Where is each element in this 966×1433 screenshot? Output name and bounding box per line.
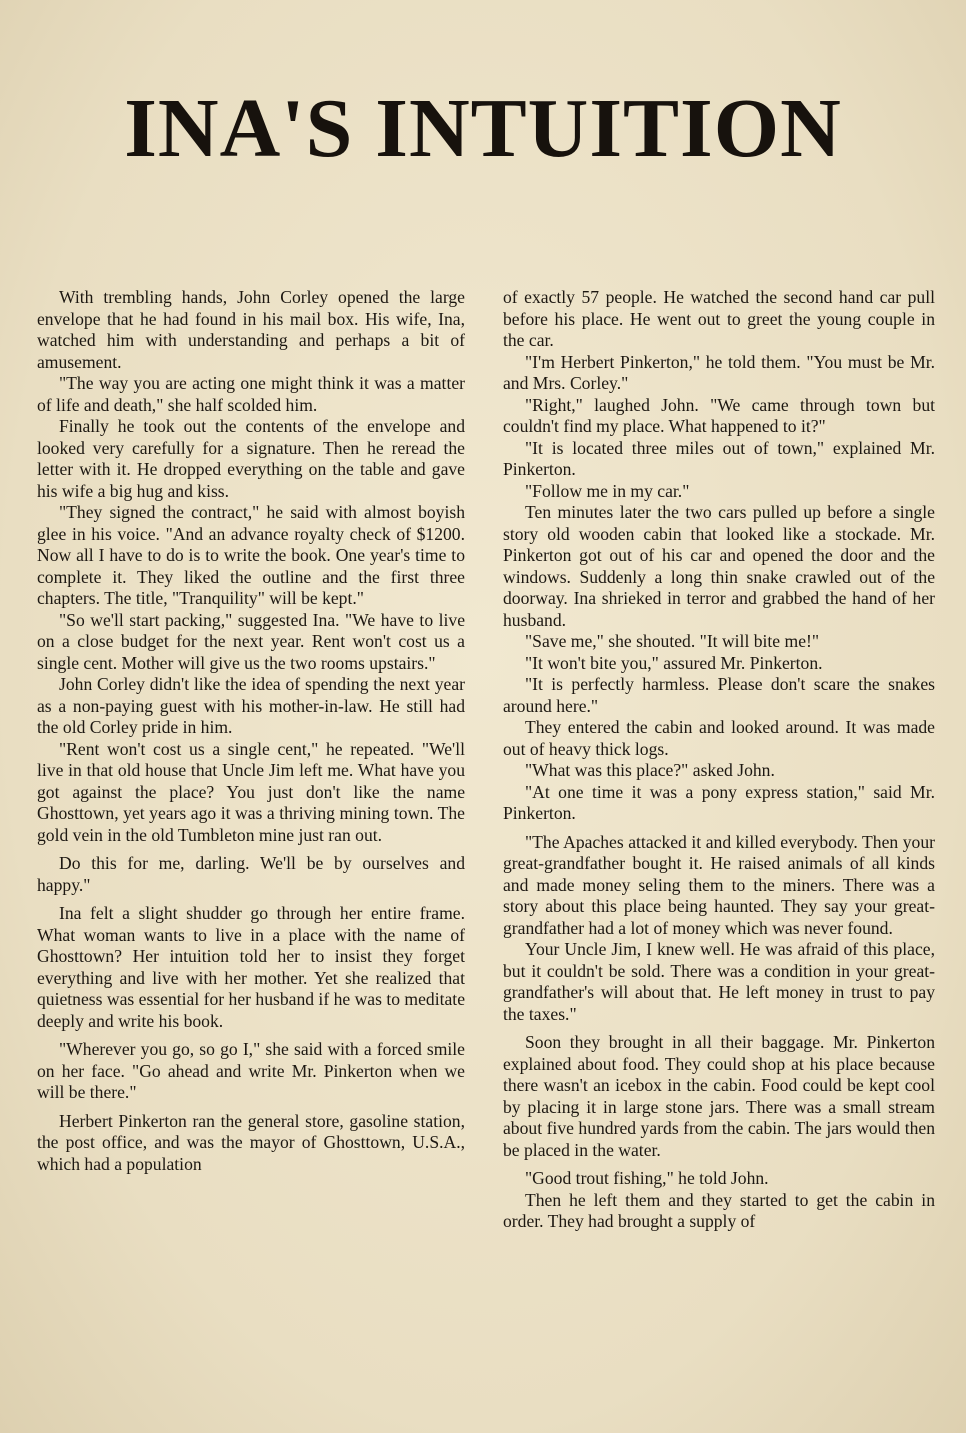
paragraph: Finally he took out the contents of the envelope and looked very carefully for a signature. Then he reread the letter with it. He dropped everything on the table and gave his wife a big hug and kiss. [37, 416, 465, 501]
paragraph: "What was this place?" asked John. [525, 760, 775, 780]
paragraph: "It is perfectly harmless. Please don't scare the snakes around here." [503, 674, 935, 716]
paragraph: "It won't bite you," assured Mr. Pinkerton. [525, 652, 823, 673]
paragraph: Herbert Pinkerton ran the general store, gasoline station, the post office, and was the mayor of Ghosttown, U.S.A., which had a population [37, 1110, 465, 1174]
paragraph: "I'm Herbert Pinkerton," he told them. "You must be Mr. and Mrs. Corley." [503, 351, 935, 393]
paragraph: "It is located three miles out of town," explained Mr. Pinkerton. [503, 437, 935, 479]
story-title: INA'S INTUITION [124, 82, 842, 175]
paragraph: "Wherever you go, so go I," she said with a forced smile on her face. "Go ahead and write Mr. Pinkerton when we will be there." [37, 1039, 465, 1102]
paragraph: of exactly 57 people. He watched the second hand car pull before his place. He went out to greet the young couple in the car. [503, 287, 935, 350]
paragraph: "Right," laughed John. "We came through town but couldn't find my place. What happened to it?" [503, 394, 935, 436]
paragraph: With trembling hands, John Corley opened the large envelope that he had found in his mail box. His wife, Ina, watched him with understanding and perhaps a bit of amusement. [37, 287, 465, 372]
paragraph: "Rent won't cost us a single cent," he repeated. "We'll live in that old house that Uncle Jim left me. What have you got against the place? You just don't like the name Ghosttown, yet years ago it was a thriving mining town. The gold vein in the old Tumbleton mine just ran out. [37, 738, 465, 845]
paragraph: They entered the cabin and looked around. It was made out of heavy thick logs. [503, 717, 935, 759]
paragraph: "They signed the contract," he said with almost boyish glee in his voice. "And an advance royalty check of $1200. Now all I have to do is to write the book. One year's time to complete it. They liked the outline and the first three chapters. The title, "Tranquility" will be kept." [37, 502, 465, 608]
paragraph: Then he left them and they started to get the cabin in order. They had brought a supply of [503, 1189, 935, 1231]
right-column [503, 287, 935, 1233]
paragraph: "Good trout fishing," he told John. [525, 1168, 769, 1188]
paragraph: "Save me," she shouted. "It will bite me!" [525, 631, 820, 651]
paragraph: Your Uncle Jim, I knew well. He was afraid of this place, but it couldn't be sold. There was a condition in your great-grandfather's will about that. He left money in trust to pay the taxes." [503, 939, 935, 1024]
paragraph: "At one time it was a pony express station," said Mr. Pinkerton. [503, 781, 935, 823]
paragraph: Do this for me, darling. We'll be by ourselves and happy." [37, 853, 465, 895]
paragraph: "The way you are acting one might think it was a matter of life and death," she half scolded him. [37, 373, 465, 415]
paragraph: John Corley didn't like the idea of spending the next year as a non-paying guest with his mother-in-law. He still had the old Corley pride in him. [37, 674, 465, 737]
paragraph: "Follow me in my car." [525, 480, 690, 501]
paragraph: "The Apaches attacked it and killed everybody. Then your great-grandfather bought it. He raised animals of all kinds and made money seling them to the miners. There was a story about this place being haunted. They say your great-grandfather had a lot of money which was never found. [503, 831, 935, 938]
paragraph: Soon they brought in all their baggage. Mr. Pinkerton explained about food. They could shop at his place because there wasn't an icebox in the cabin. Food could be kept cool by placing it in large stone jars. There was a small stream about five hundred yards from the cabin. The jars would then be placed in the water. [503, 1032, 935, 1160]
left-column [37, 287, 465, 1175]
paragraph: Ten minutes later the two cars pulled up before a single story old wooden cabin that looked like a stockade. Mr. Pinkerton got out of his car and opened the door and the windows. Suddenly a long thin snake crawled out of the doorway. Ina shrieked in terror and grabbed the hand of her husband. [503, 502, 935, 630]
paragraph: Ina felt a slight shudder go through her entire frame. What woman wants to live in a place with the name of Ghosttown? Her intuition told her to insist they forget everything and live with her mother. Yet she realized that quietness was essential for her husband if he was to meditate deeply and write his book. [37, 903, 465, 1031]
paragraph: "So we'll start packing," suggested Ina. "We have to live on a close budget for the next year. Rent won't cost us a single cent. Mother will give us the two rooms upstairs." [37, 609, 465, 673]
